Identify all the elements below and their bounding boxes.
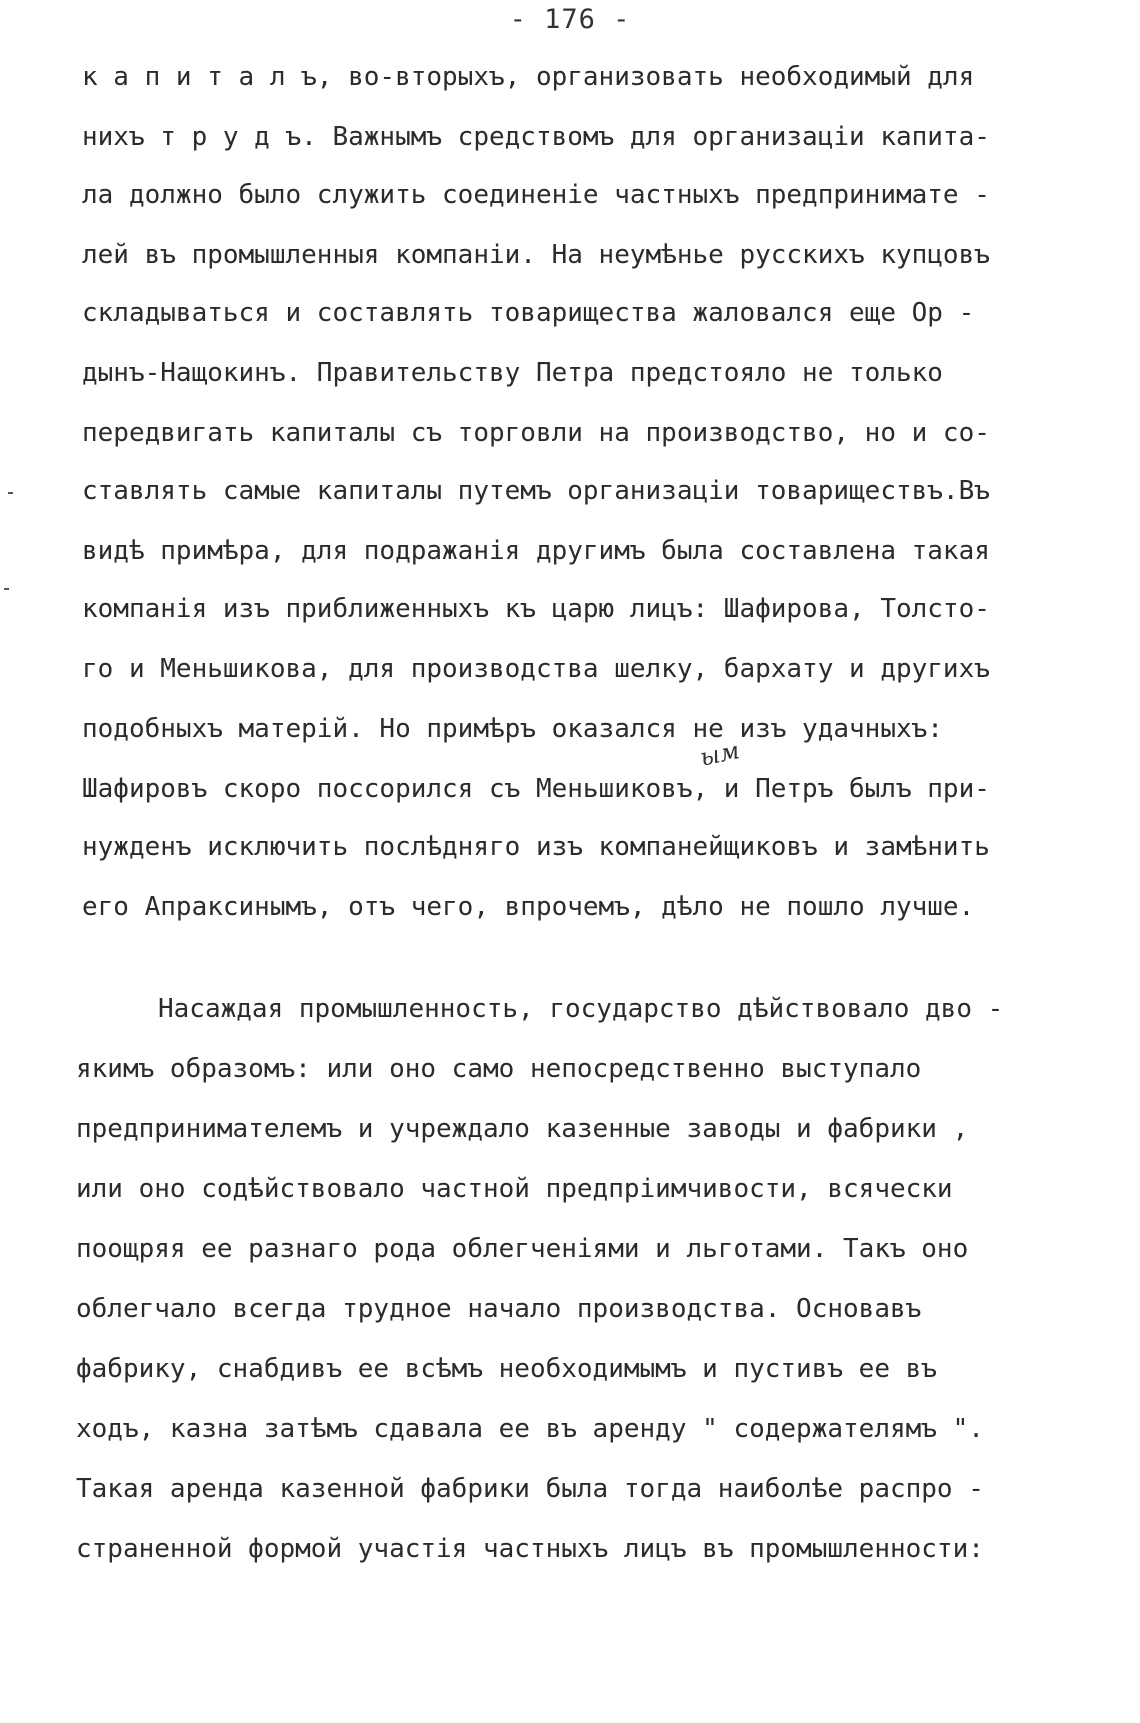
text-line: лей въ промышленныя компаніи. На неумѣнье русскихъ купцовъ bbox=[82, 240, 990, 270]
text-line: нихъ т р у д ъ. Важнымъ средствомъ для организаціи капита- bbox=[82, 122, 990, 152]
text-line: его Апраксинымъ, отъ чего, впрочемъ, дѣло не пошло лучше. bbox=[82, 892, 975, 922]
text-line: видѣ примѣра, для подражанія другимъ была составлена такая bbox=[82, 536, 990, 566]
text-line: Шафировъ скоро поссорился съ Меньшиковъ, и Петръ былъ при- bbox=[82, 774, 990, 804]
text-line: складываться и составлять товарищества жаловался еще Ор - bbox=[82, 298, 975, 328]
text-line: якимъ образомъ: или оно само непосредственно выступало bbox=[76, 1054, 922, 1084]
text-line: подобныхъ матерій. Но примѣръ оказался не изъ удачныхъ: bbox=[82, 714, 943, 744]
text-line: го и Меньшикова, для производства шелку, бархату и другихъ bbox=[82, 654, 990, 684]
text-line: к а п и т а л ъ, во-вторыхъ, организовать необходимый для bbox=[82, 62, 975, 92]
text-line: дынъ-Нащокинъ. Правительству Петра предстояло не только bbox=[82, 358, 943, 388]
text-line: Такая аренда казенной фабрики была тогда наиболѣе распро - bbox=[76, 1474, 984, 1504]
handwritten-correction: ым bbox=[697, 736, 742, 772]
text-line: ла должно было служить соединеніе частныхъ предпринимате - bbox=[82, 180, 990, 210]
text-line: или оно содѣйствовало частной предпріимчивости, всячески bbox=[76, 1174, 953, 1204]
text-line: Насаждая промышленность, государство дѣйствовало дво - bbox=[158, 994, 1004, 1024]
text-line: передвигать капиталы съ торговли на производство, но и со- bbox=[82, 418, 990, 448]
scan-mark bbox=[8, 492, 13, 494]
scan-mark bbox=[4, 588, 9, 590]
text-line: компанія изъ приближенныхъ къ царю лицъ: Шафирова, Толсто- bbox=[82, 594, 990, 624]
text-line: облегчало всегда трудное начало производства. Основавъ bbox=[76, 1294, 922, 1324]
text-line: ходъ, казна затѣмъ сдавала ее въ аренду " содержателямъ ". bbox=[76, 1414, 984, 1444]
text-line: страненной формой участія частныхъ лицъ въ промышленности: bbox=[76, 1534, 984, 1564]
text-line: поощряя ее разнаго рода облегченіями и льготами. Такъ оно bbox=[76, 1234, 969, 1264]
page-number: - 176 - bbox=[509, 4, 631, 35]
text-line: нужденъ исключить послѣдняго изъ компанейщиковъ и замѣнить bbox=[82, 832, 990, 862]
text-line: ставлять самые капиталы путемъ организаціи товариществъ.Въ bbox=[82, 476, 990, 506]
text-line: предпринимателемъ и учреждало казенные заводы и фабрики , bbox=[76, 1114, 969, 1144]
text-line: фабрику, снабдивъ ее всѣмъ необходимымъ и пустивъ ее въ bbox=[76, 1354, 937, 1384]
